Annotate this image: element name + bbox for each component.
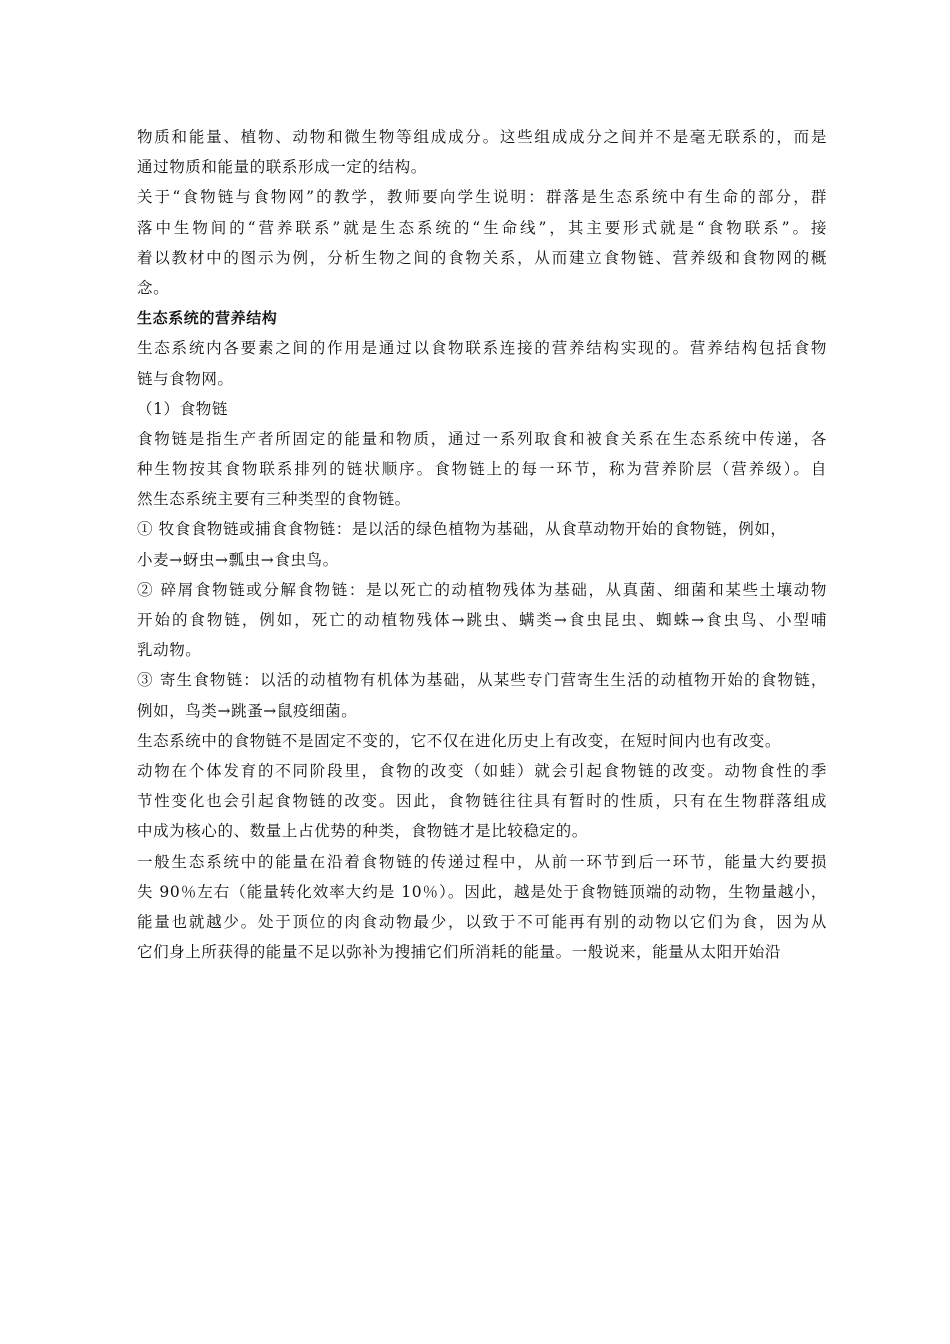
list-item-parasitic-food-chain: [137, 665, 827, 725]
text-line: 节性变化也会引起食物链的改变。因此，食物链往往具有暂时的性质，只有在生物群落组成: [137, 792, 827, 811]
text-line: 它们身上所获得的能量不足以弥补为搜捕它们所消耗的能量。一般说来，能量从太阳开始沿: [137, 943, 782, 962]
text-line: 通过物质和能量的联系形成一定的结构。: [137, 158, 427, 177]
paragraph-3: [137, 333, 827, 393]
paragraph-4: [137, 424, 827, 515]
paragraph-6: [137, 847, 827, 968]
text-line: 中成为核心的、数量上占优势的种类，食物链才是比较稳定的。: [137, 822, 588, 841]
text-line: ② 碎屑食物链或分解食物链：是以死亡的动植物残体为基础，从真菌、细菌和某些土壤动物: [137, 580, 827, 599]
paragraph-1: [137, 122, 827, 182]
list-item-grazing-food-chain: [137, 514, 827, 574]
text-line: 一般生态系统中的能量在沿着食物链的传递过程中，从前一环节到后一环节，能量大约要损: [137, 852, 827, 871]
text-line: ③ 寄生食物链：以活的动植物有机体为基础，从某些专门营寄生生活的动植物开始的食物链，: [137, 671, 827, 690]
paragraph-5: [137, 726, 827, 847]
paragraph-2: [137, 182, 827, 303]
text-line: 开始的食物链，例如，死亡的动植物残体→跳虫、螨类→食虫昆虫、蜘蛛→食虫鸟、小型哺: [137, 611, 827, 629]
text-line: 着以教材中的图示为例，分析生物之间的食物关系，从而建立食物链、营养级和食物网的概: [137, 248, 827, 267]
text-line: ① 牧食食物链或捕食食物链：是以活的绿色植物为基础，从食草动物开始的食物链，例如，: [137, 520, 787, 539]
subsection-heading: （1）食物链: [137, 399, 228, 418]
text-line: 能量也就越少。处于顶位的肉食动物最少，以致于不可能再有别的动物以它们为食，因为从: [137, 912, 827, 931]
text-line: 然生态系统主要有三种类型的食物链。: [137, 490, 411, 509]
text-line: 种生物按其食物联系排列的链状顺序。食物链上的每一环节，称为营养阶层（营养级）。自: [137, 460, 827, 479]
text-line: 链与食物网。: [137, 369, 234, 388]
text-line: 例如，鸟类→跳蚤→鼠疫细菌。: [137, 701, 358, 720]
text-line: 生态系统内各要素之间的作用是通过以食物联系连接的营养结构实现的。营养结构包括食物: [137, 339, 827, 358]
text-line: 失 90％左右（能量转化效率大约是 10％）。因此，越是处于食物链顶端的动物，生物量越小，: [137, 882, 827, 901]
text-line: 小麦→蚜虫→瓢虫→食虫鸟。: [137, 550, 339, 569]
text-line: 生态系统中的食物链不是固定不变的，它不仅在进化历史上有改变，在短时间内也有改变。: [137, 731, 782, 750]
document-body: [137, 122, 827, 967]
text-line: 乳动物。: [137, 641, 202, 660]
text-line: 落中生物间的“营养联系”就是生态系统的“生命线”，其主要形式就是“食物联系”。接: [137, 218, 827, 237]
text-line: 关于“食物链与食物网”的教学，教师要向学生说明：群落是生态系统中有生命的部分，群: [137, 188, 827, 207]
text-line: 物质和能量、植物、动物和微生物等组成成分。这些组成成分之间并不是毫无联系的，而是: [137, 128, 827, 146]
text-line: 念。: [137, 278, 170, 297]
list-item-detritus-food-chain: [137, 575, 827, 666]
section-heading: 生态系统的营养结构: [137, 309, 278, 328]
text-line: 食物链是指生产者所固定的能量和物质，通过一系列取食和被食关系在生态系统中传递，各: [137, 429, 827, 448]
text-line: 动物在个体发育的不同阶段里，食物的改变（如蛙）就会引起食物链的改变。动物食性的季: [137, 761, 827, 780]
